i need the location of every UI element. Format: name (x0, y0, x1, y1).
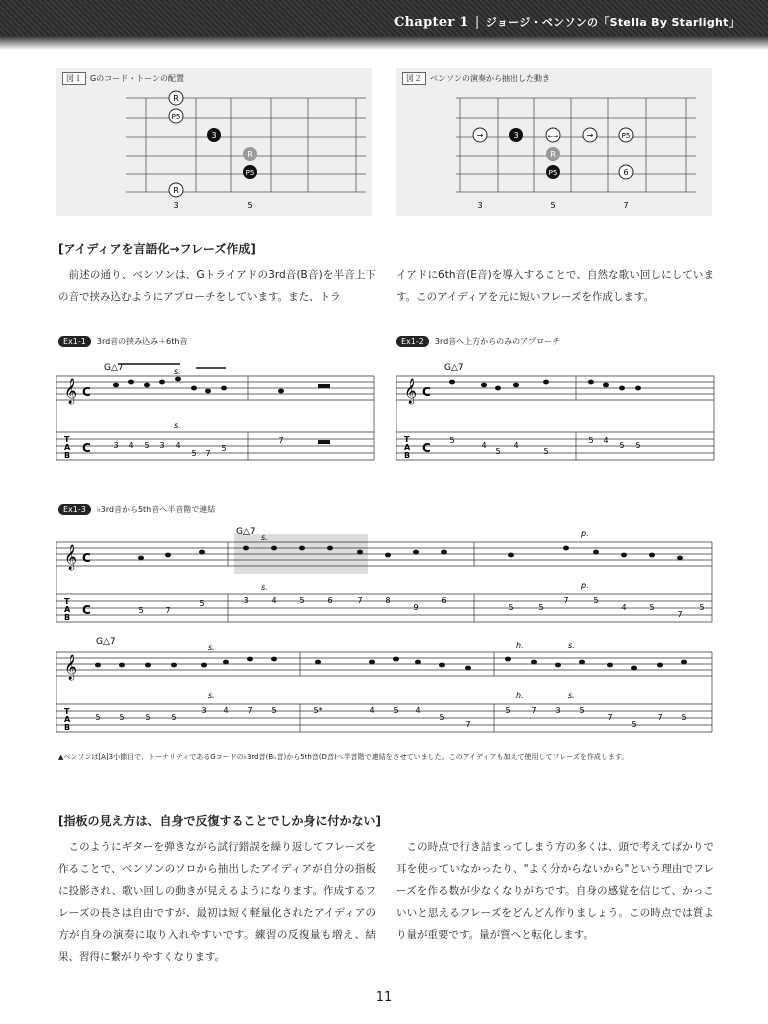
svg-text:B: B (64, 451, 71, 460)
svg-text:9: 9 (413, 603, 419, 612)
svg-text:4: 4 (603, 436, 609, 445)
fret-number: 3 (173, 201, 179, 210)
svg-text:3: 3 (201, 706, 207, 715)
svg-text:5: 5 (449, 436, 455, 445)
svg-text:B: B (64, 613, 71, 622)
svg-text:5: 5 (119, 713, 125, 722)
svg-text:5: 5 (588, 436, 594, 445)
svg-text:A: A (404, 443, 411, 452)
svg-text:5: 5 (543, 447, 549, 456)
svg-text:B: B (404, 451, 411, 460)
chapter-subtitle: ジョージ・ベンソンの「Stella By Starlight」 (485, 16, 740, 29)
tab-number (138, 596, 704, 619)
page-number: 11 (375, 990, 393, 1005)
svg-text:→: → (476, 131, 484, 140)
svg-text:4: 4 (513, 441, 519, 450)
svg-text:P5: P5 (245, 169, 255, 177)
svg-text:4: 4 (128, 441, 134, 450)
slide-mark: s. (174, 367, 181, 376)
svg-text:C: C (82, 385, 91, 399)
svg-text:3: 3 (243, 596, 249, 605)
figure-2-title: ベンソンの演奏から抽出した動き (430, 74, 550, 83)
svg-text:3: 3 (211, 131, 217, 140)
svg-text:R: R (173, 94, 179, 103)
hammer-mark: h. (516, 641, 524, 650)
section-2-title: [指板の見え方は、自身で反復することでしか身に付かない] (58, 814, 381, 828)
figure-1-tag: 図１ (62, 72, 86, 85)
treble-clef-icon: 𝄞 (64, 379, 78, 404)
treble-clef-icon: 𝄞 (64, 545, 78, 570)
svg-text:4: 4 (271, 596, 277, 605)
svg-text:7: 7 (165, 606, 171, 615)
treble-clef-icon: 𝄞 (64, 655, 78, 680)
svg-text:5: 5 (635, 441, 641, 450)
ex11-tag: Ex1-1 (58, 336, 91, 347)
svg-text:7: 7 (278, 436, 284, 445)
hammer-mark: h. (516, 691, 524, 700)
svg-text:C: C (422, 441, 431, 455)
svg-text:5: 5 (271, 706, 277, 715)
treble-clef-icon: 𝄞 (404, 379, 418, 404)
ex13-chord: G△7 (96, 637, 116, 647)
svg-text:7: 7 (607, 713, 613, 722)
svg-text:A: A (64, 443, 71, 452)
fret-number: 3 (477, 201, 483, 210)
svg-text:5: 5 (439, 713, 445, 722)
section-2-para-left: このようにギターを弾きながら試行錯誤を繰り返してフレーズを作ることで、ベンソンのソロから抽出したアイディアが自分の指板に投影され、歌い回しの動きが見えるようになります。作成するフレーズの長さは自由ですが、最初は短く軽量化されたアイディアの方が自身の演奏に取り入れやすいです。練習の反復量も増え、結果、習得に繋がりやすくなります。 (58, 841, 376, 963)
svg-text:4: 4 (223, 706, 229, 715)
svg-text:P5: P5 (621, 132, 631, 140)
svg-text:5: 5 (191, 449, 197, 458)
svg-text:7: 7 (357, 596, 363, 605)
chapter-title: Chapter 1 | ジョージ・ベンソンの「Stella By Starlight」 (394, 15, 740, 30)
ex12-score (396, 352, 716, 472)
ex11-label (58, 336, 187, 347)
fret-marker (169, 91, 257, 197)
figure-1 (56, 68, 372, 216)
slide-mark: s. (208, 643, 215, 652)
fret-number: 5 (247, 201, 253, 210)
figure-2-tag: 図２ (402, 72, 426, 85)
svg-text:5: 5 (495, 447, 501, 456)
svg-text:5: 5 (221, 444, 227, 453)
svg-text:C: C (82, 551, 91, 565)
svg-text:5: 5 (649, 603, 655, 612)
section-1-para-left: 前述の通り、ベンソンは、Gトライアドの3rd音(B音)を半音上下の音で挟み込むようにアプローチをしています。また、トラ (58, 269, 376, 303)
svg-text:4: 4 (481, 441, 487, 450)
figure-2 (396, 68, 712, 216)
svg-text:7: 7 (563, 596, 569, 605)
svg-text:5: 5 (171, 713, 177, 722)
ex11-chord: G△7 (104, 363, 124, 373)
section-1-para-right: イアドに6th音(E音)を導入することで、自然な歌い回しにしています。このアイディアを元に短いフレーズを作成します。 (396, 269, 714, 303)
svg-text:A: A (64, 605, 71, 614)
svg-text:←→: ←→ (547, 133, 559, 140)
slide-mark: s. (261, 533, 268, 542)
svg-text:5: 5 (505, 706, 511, 715)
svg-text:C: C (82, 603, 91, 617)
ex11-title: 3rd音の挟み込み＋6th音 (96, 337, 188, 346)
ex11-score (56, 352, 376, 472)
svg-text:T: T (64, 707, 70, 716)
svg-text:R: R (247, 150, 253, 159)
svg-text:5: 5 (138, 606, 144, 615)
svg-text:R: R (550, 150, 556, 159)
svg-text:T: T (64, 597, 70, 606)
svg-text:5: 5 (95, 713, 101, 722)
svg-text:5: 5 (681, 713, 687, 722)
svg-text:P5: P5 (548, 169, 558, 177)
svg-text:5: 5 (631, 720, 637, 729)
ex13-score-line2 (56, 632, 716, 744)
svg-text:7: 7 (677, 610, 683, 619)
svg-text:4: 4 (621, 603, 627, 612)
ex12-title: 3rd音へ上方からのみのアプローチ (434, 337, 561, 346)
svg-text:8: 8 (385, 596, 391, 605)
slide-mark: s. (261, 583, 268, 592)
svg-text:7: 7 (205, 449, 211, 458)
svg-text:3: 3 (513, 131, 519, 140)
svg-text:5: 5 (299, 596, 305, 605)
ex13-title: ♭3rd音から5th音へ半音階で連結 (96, 505, 216, 514)
svg-text:5: 5 (144, 441, 150, 450)
svg-text:4: 4 (415, 706, 421, 715)
svg-text:5: 5 (593, 596, 599, 605)
section-1-title: [アイディアを言語化→フレーズ作成] (58, 242, 256, 256)
svg-text:5: 5 (199, 599, 205, 608)
fret-marker (473, 128, 633, 179)
chapter-number: Chapter 1 (394, 15, 469, 30)
page-header (0, 0, 768, 50)
svg-text:7: 7 (247, 706, 253, 715)
ex12-tag: Ex1-2 (396, 336, 429, 347)
section-2-para-right: この時点で行き詰まってしまう方の多くは、頭で考えてばかりで耳を使っていなかったり、"よく分からないから"という理由でフレーズを作る数が少なくなりがちです。自身の感覚を信じて、かっこいいと思えるフレーズをどんどん作りましょう。この時点では質より量が重要です。量が質へと転化します。 (396, 841, 714, 941)
svg-text:7: 7 (465, 720, 471, 729)
svg-text:4: 4 (369, 706, 375, 715)
svg-text:B: B (64, 723, 71, 732)
ex13-chord: G△7 (236, 527, 256, 537)
svg-text:6: 6 (623, 168, 629, 177)
svg-text:3: 3 (113, 441, 119, 450)
ex13-label (58, 504, 215, 515)
svg-text:5: 5 (393, 706, 399, 715)
svg-text:5: 5 (145, 713, 151, 722)
slide-mark: s. (208, 691, 215, 700)
figure-caption: ▲ベンソンは[A]3小節目で、トーナリティであるGコードの♭3rd音(B♭音)から5th音(D音)へ半音階で連結をさせていました。このアイディアも加えて使用してフレーズを作成します。 (58, 753, 629, 761)
svg-text:5: 5 (538, 603, 544, 612)
ex12-chord: G△7 (444, 363, 464, 373)
svg-text:T: T (64, 435, 70, 444)
tab-number (95, 706, 686, 729)
svg-text:R: R (173, 186, 179, 195)
svg-text:C: C (82, 441, 91, 455)
svg-text:P5: P5 (171, 113, 181, 121)
svg-text:7: 7 (531, 706, 537, 715)
fret-number: 5 (550, 201, 556, 210)
svg-text:C: C (422, 385, 431, 399)
svg-text:5: 5 (579, 706, 585, 715)
fret-number: 7 (623, 201, 629, 210)
svg-text:5: 5 (619, 441, 625, 450)
svg-text:→: → (586, 131, 594, 140)
svg-text:T: T (404, 435, 410, 444)
svg-text:6: 6 (441, 596, 447, 605)
ex12-label (396, 336, 560, 347)
fretboard-diagram-1 (56, 68, 372, 216)
ex13-tag: Ex1-3 (58, 504, 91, 515)
svg-text:5: 5 (508, 603, 514, 612)
svg-text:4: 4 (175, 441, 181, 450)
ex13-score-line1 (56, 522, 716, 634)
svg-text:6: 6 (327, 596, 333, 605)
slide-mark: s. (174, 421, 181, 430)
slide-mark: s. (568, 691, 575, 700)
svg-text:3: 3 (159, 441, 165, 450)
svg-text:3: 3 (555, 706, 561, 715)
svg-text:5*: 5* (313, 706, 323, 715)
pull-mark: p. (581, 529, 589, 538)
svg-text:A: A (64, 715, 71, 724)
figure-1-title: Gのコード・トーンの配置 (90, 74, 185, 83)
slide-mark: s. (568, 641, 575, 650)
svg-text:5: 5 (699, 603, 705, 612)
pull-mark: p. (581, 581, 589, 590)
svg-text:7: 7 (657, 713, 663, 722)
fretboard-diagram-2 (396, 68, 712, 216)
